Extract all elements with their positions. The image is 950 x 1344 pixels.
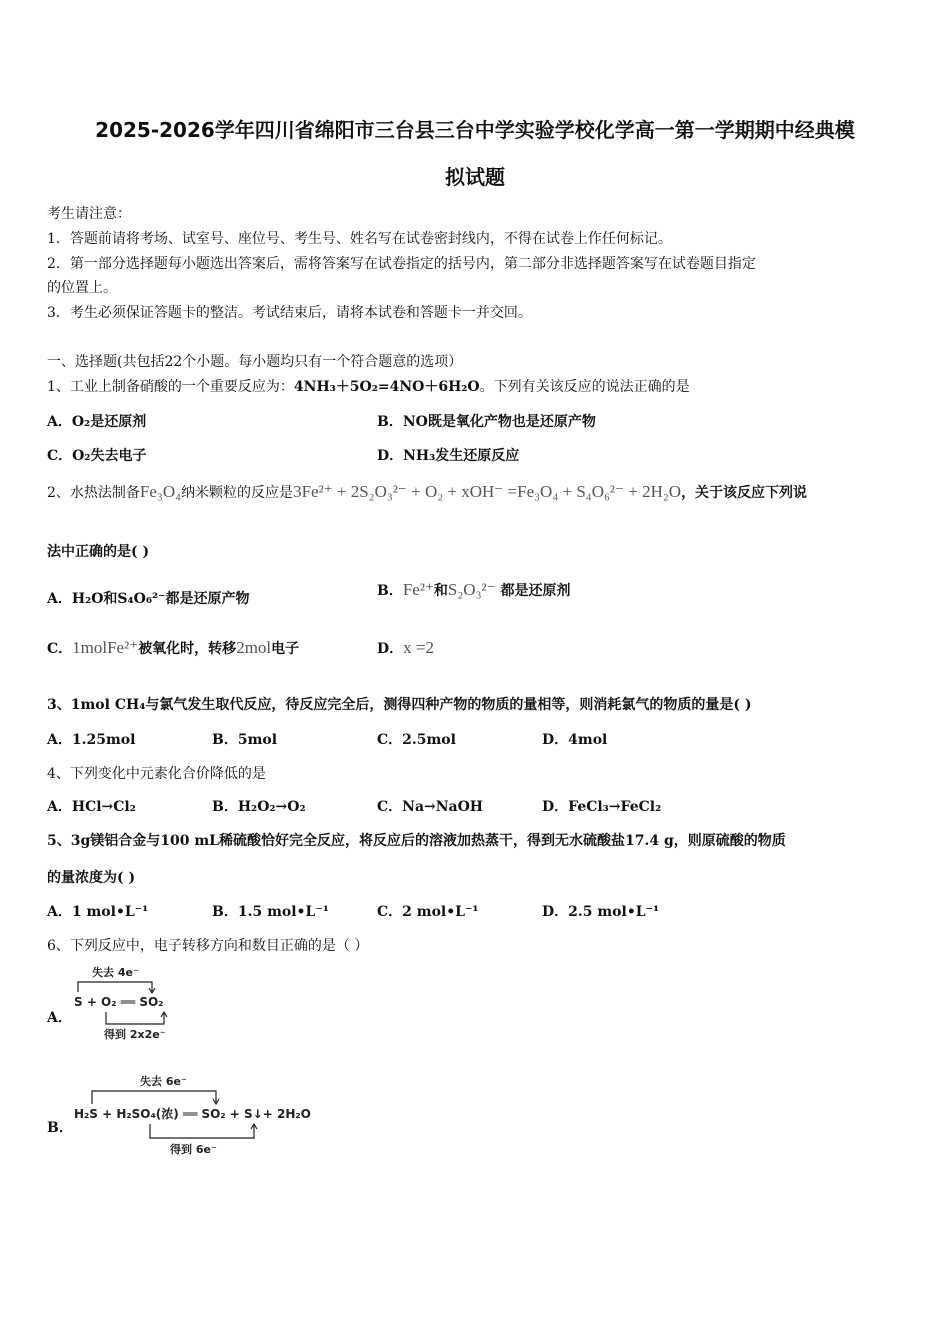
q5-stem-cont: 的量浓度为( ) xyxy=(47,870,136,886)
q6-figure-b xyxy=(72,1070,322,1160)
q2-stem-c: ，关于该反应下列说 xyxy=(681,485,808,501)
q2-stem-b: 纳米颗粒的反应是 xyxy=(181,485,294,501)
q2-stem-cont: 法中正确的是( ) xyxy=(47,544,150,560)
q1-option-a: A．O₂是还原剂 xyxy=(47,414,147,430)
q1-stem xyxy=(47,376,690,396)
q4-option-b: B．H₂O₂→O₂ xyxy=(212,799,306,815)
q5-stem: 5、3g镁铝合金与100 mL稀硫酸恰好完全反应，将反应后的溶液加热蒸干，得到无水硫酸盐17.4 g，则原硫酸的物质 xyxy=(47,833,786,849)
q2-option-c-formula2: 2mol xyxy=(236,638,272,657)
fig-b-top-arrow xyxy=(92,1091,216,1104)
exam-title-line2: 拟试题 xyxy=(445,165,505,189)
q4-stem: 4、下列变化中元素化合价降低的是 xyxy=(47,766,266,782)
q2-option-b-and: 和 xyxy=(433,583,448,599)
q4-option-c: C．Na→NaOH xyxy=(377,799,484,815)
notice-item-2-cont: 的位置上。 xyxy=(47,280,117,296)
q1-option-b: B．NO既是氧化产物也是还原产物 xyxy=(377,414,596,430)
fig-a-top-arrow xyxy=(78,982,152,992)
q1-stem-b: 。下列有关该反应的说法正确的是 xyxy=(479,379,690,395)
q6-stem: 6、下列反应中，电子转移方向和数目正确的是（ ） xyxy=(47,938,369,954)
q1-option-c: C．O₂失去电子 xyxy=(47,448,147,464)
q3-stem: 3、1mol CH₄与氯气发生取代反应，待反应完全后，测得四种产物的物质的量相等，则消耗氯气的物质的量是( ) xyxy=(47,697,752,713)
q6-option-b: B． xyxy=(47,1120,73,1136)
q2-option-c xyxy=(47,638,299,658)
q5-option-a: A．1 mol•L⁻¹ xyxy=(47,904,149,920)
section-heading: 一、选择题(共包括22个小题。每小题均只有一个符合题意的选项） xyxy=(47,354,463,370)
q2-option-d-label: D． xyxy=(377,641,404,657)
q1-stem-a: 1、工业上制备硝酸的一个重要反应为： xyxy=(47,379,294,395)
q2-option-c-formula1: 1molFe²⁺ xyxy=(72,638,139,657)
q2-option-b-label: B． xyxy=(377,583,403,599)
q2-option-d xyxy=(377,638,434,658)
q2-option-b-formula1: Fe²⁺ xyxy=(402,580,434,599)
q2-option-c-label: C． xyxy=(47,641,73,657)
notice-item-1: 1．答题前请将考场、试室号、座位号、考生号、姓名写在试卷密封线内，不得在试卷上作任何标记。 xyxy=(47,231,672,247)
q2-option-c-text2: 电子 xyxy=(271,641,300,657)
q3-option-b: B．5mol xyxy=(212,732,278,748)
fig-b-equation: H₂S + H₂SO₄(浓) ══ SO₂ + S↓+ 2H₂O xyxy=(74,1107,311,1121)
q2-stem xyxy=(47,482,807,502)
fig-a-bottom-label: 得到 2x2e⁻ xyxy=(104,1028,166,1041)
fig-b-bottom-arrow xyxy=(150,1124,254,1138)
q3-option-a: A．1.25mol xyxy=(47,732,136,748)
fig-a-top-label: 失去 4e⁻ xyxy=(92,966,139,979)
q5-option-b: B．1.5 mol•L⁻¹ xyxy=(212,904,329,920)
notice-heading: 考生请注意： xyxy=(47,206,131,222)
q5-option-c: C．2 mol•L⁻¹ xyxy=(377,904,479,920)
q2-stem-a: 2、水热法制备 xyxy=(47,485,140,501)
fig-b-top-label: 失去 6e⁻ xyxy=(140,1075,187,1088)
q3-option-c: C．2.5mol xyxy=(377,732,456,748)
fig-a-equation: S + O₂ ══ SO₂ xyxy=(74,995,164,1009)
q6-figure-a xyxy=(72,962,182,1042)
q1-equation: 4NH₃＋5O₂=4NO＋6H₂O xyxy=(293,379,480,395)
q2-option-d-formula: x =2 xyxy=(403,638,434,657)
q4-option-a: A．HCl→Cl₂ xyxy=(47,799,136,815)
q5-option-d: D．2.5 mol•L⁻¹ xyxy=(542,904,660,920)
q6-option-a: A． xyxy=(47,1010,72,1026)
q2-option-c-text1: 被氧化时，转移 xyxy=(138,641,237,657)
notice-item-3: 3．考生必须保证答题卡的整洁。考试结束后，请将本试卷和答题卡一并交回。 xyxy=(47,305,532,321)
exam-title-line1: 2025-2026学年四川省绵阳市三台县三台中学实验学校化学高一第一学期期中经典模 xyxy=(95,118,855,142)
q2-formula-fe3o4: Fe₃O₄ xyxy=(139,482,182,501)
q4-option-d: D．FeCl₃→FeCl₂ xyxy=(542,799,662,815)
q2-option-b-text: 都是还原剂 xyxy=(500,583,571,599)
q3-option-d: D．4mol xyxy=(542,732,608,748)
q2-option-b xyxy=(377,580,570,600)
fig-a-bottom-arrow xyxy=(106,1012,164,1024)
fig-b-bottom-label: 得到 6e⁻ xyxy=(170,1143,217,1156)
q2-equation: 3Fe²⁺ + 2S₂O₃²⁻ + O₂ + xOH⁻ =Fe₃O₄ + S₄O₆²⁻ + 2H₂O xyxy=(293,482,682,501)
q2-option-b-formula2: S₂O₃²⁻ xyxy=(447,580,496,599)
q2-option-a: A．H₂O和S₄O₆²⁻都是还原产物 xyxy=(47,591,250,607)
q1-option-d: D．NH₃发生还原反应 xyxy=(377,448,520,464)
notice-item-2: 2．第一部分选择题每小题选出答案后，需将答案写在试卷指定的括号内，第二部分非选择题答案写在试卷题目指定 xyxy=(47,256,756,272)
